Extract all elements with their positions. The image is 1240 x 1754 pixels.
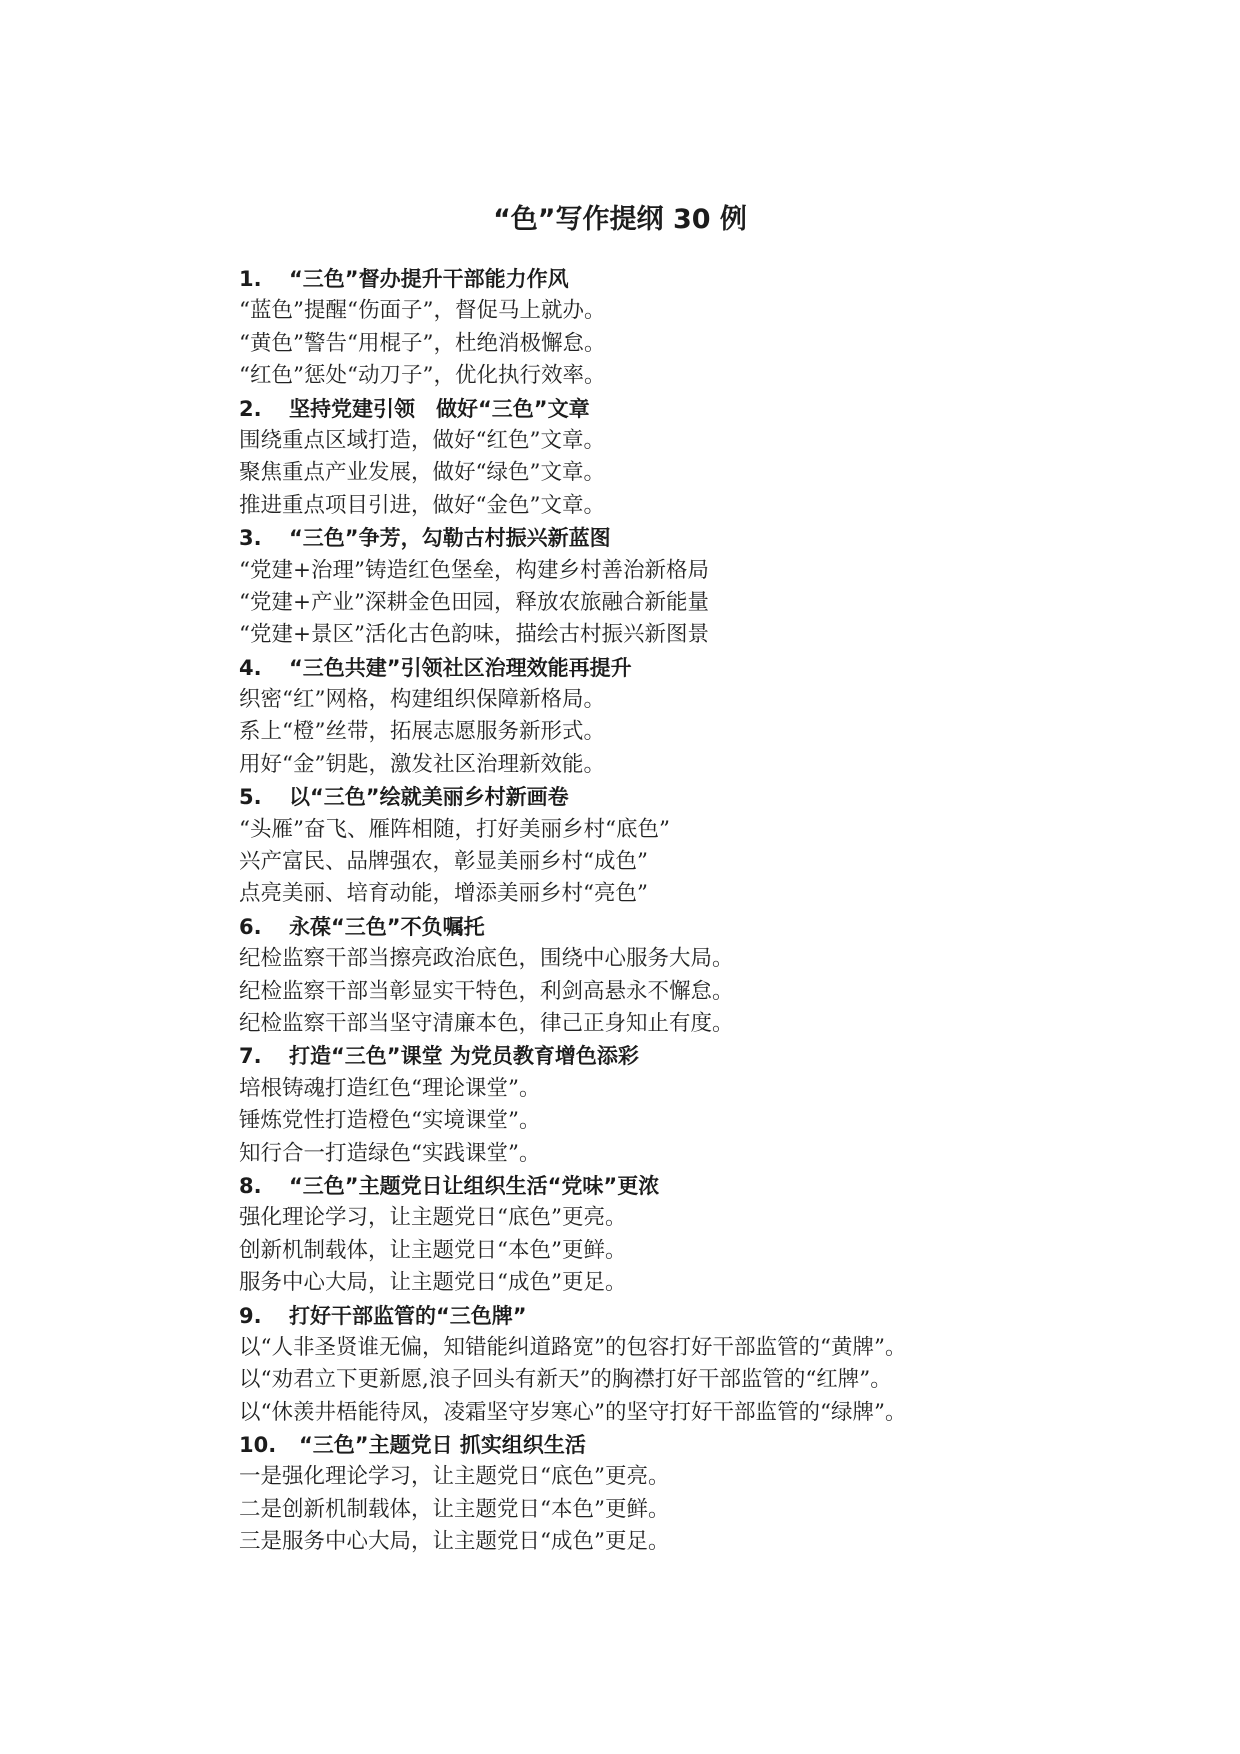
section-line: 强化理论学习，让主题党日“底色”更亮。: [239, 1205, 627, 1231]
section-heading-text: “三色”主题党日让组织生活“党味”更浓: [289, 1173, 660, 1198]
section-line: 纪检监察干部当彰显实干特色，利剑高悬永不懈怠。: [239, 978, 734, 1004]
section-number: 4.: [239, 655, 262, 680]
section-number: 1.: [239, 267, 262, 291]
section-number: 2.: [239, 396, 262, 421]
section-heading-text: 永葆“三色”不负嘱托: [289, 914, 485, 939]
section-line: “蓝色”提醒“伤面子”，督促马上就办。: [239, 298, 606, 324]
section-line: 一是强化理论学习，让主题党日“底色”更亮。: [239, 1464, 670, 1490]
section-line: 二是创新机制载体，让主题党日“本色”更鲜。: [239, 1496, 670, 1522]
section-heading: [239, 522, 1239, 554]
section-line: “党建+产业”深耕金色田园，释放农旅融合新能量: [239, 589, 709, 615]
section-line: 服务中心大局，让主题党日“成色”更足。: [239, 1270, 627, 1296]
section-line: 聚焦重点产业发展，做好“绿色”文章。: [239, 460, 605, 486]
section-heading-text: “三色共建”引领社区治理效能再提升: [289, 655, 632, 680]
section-line: 系上“橙”丝带，拓展志愿服务新形式。: [239, 719, 605, 745]
section-line: 纪检监察干部当坚守清廉本色，律己正身知止有度。: [239, 1010, 734, 1036]
section-number: 8.: [239, 1173, 262, 1198]
section-line: 点亮美丽、培育动能，增添美丽乡村“亮色”: [239, 881, 648, 907]
section-heading: [239, 911, 1239, 943]
section-line: “党建+景区”活化古色韵味，描绘古村振兴新图景: [239, 622, 709, 648]
section-heading: [239, 652, 1239, 684]
section-line: 培根铸魂打造红色“理论课堂”。: [239, 1075, 541, 1101]
section-number: 6.: [239, 914, 262, 939]
section-heading: [239, 393, 1239, 425]
section-line: 推进重点项目引进，做好“金色”文章。: [239, 492, 605, 518]
section-number: 5.: [239, 785, 262, 810]
section-line: 织密“红”网格，构建组织保障新格局。: [239, 687, 605, 713]
section-number: 3.: [239, 526, 262, 551]
section-line: 围绕重点区域打造，做好“红色”文章。: [239, 427, 605, 453]
section-number: 10.: [239, 1433, 277, 1458]
section-heading-text: “三色”主题党日 抓实组织生活: [299, 1433, 586, 1458]
section-heading: [239, 1300, 1239, 1332]
section-heading-text: “三色”督办提升干部能力作风: [289, 267, 569, 291]
section-line: “党建+治理”铸造红色堡垒，构建乡村善治新格局: [239, 557, 709, 583]
section-heading: [239, 263, 1239, 295]
section-line: 兴产富民、品牌强农，彰显美丽乡村“成色”: [239, 849, 648, 875]
section-line: “红色”惩处“动刀子”，优化执行效率。: [239, 363, 606, 389]
section-heading: [239, 1170, 1239, 1202]
section-line: 以“休羡井梧能待凤，凌霜坚守岁寒心”的坚守打好干部监管的“绿牌”。: [239, 1399, 907, 1425]
section-number: 7.: [239, 1044, 262, 1069]
section-line: 纪检监察干部当擦亮政治底色，围绕中心服务大局。: [239, 946, 734, 972]
section-line: “黄色”警告“用棍子”，杜绝消极懈怠。: [239, 330, 606, 356]
document-body: [239, 263, 1239, 1559]
section-heading-text: 打好干部监管的“三色牌”: [289, 1303, 527, 1328]
section-line: 三是服务中心大局，让主题党日“成色”更足。: [239, 1529, 670, 1555]
section-line: 用好“金”钥匙，激发社区治理新效能。: [239, 751, 605, 777]
section-line: “头雁”奋飞、雁阵相随，打好美丽乡村“底色”: [239, 816, 670, 842]
section-number: 9.: [239, 1303, 262, 1328]
document-title: “色”写作提纲 30 例: [493, 204, 747, 235]
section-heading: [239, 781, 1239, 813]
section-heading: [239, 1040, 1239, 1072]
section-line: 锤炼党性打造橙色“实境课堂”。: [239, 1108, 541, 1134]
section-line: 创新机制载体，让主题党日“本色”更鲜。: [239, 1237, 627, 1263]
section-heading-text: 坚持党建引领 做好“三色”文章: [289, 396, 590, 421]
section-heading-text: “三色”争芳，勾勒古村振兴新蓝图: [289, 526, 611, 551]
section-heading-text: 以“三色”绘就美丽乡村新画卷: [289, 785, 569, 810]
section-line: 以“劝君立下更新愿,浪子回头有新天”的胸襟打好干部监管的“红牌”。: [239, 1367, 892, 1393]
section-line: 以“人非圣贤谁无偏，知错能纠道路宽”的包容打好干部监管的“黄牌”。: [239, 1334, 907, 1360]
section-heading-text: 打造“三色”课堂 为党员教育增色添彩: [289, 1044, 639, 1069]
section-line: 知行合一打造绿色“实践课堂”。: [239, 1140, 541, 1166]
section-heading: [239, 1429, 1239, 1461]
